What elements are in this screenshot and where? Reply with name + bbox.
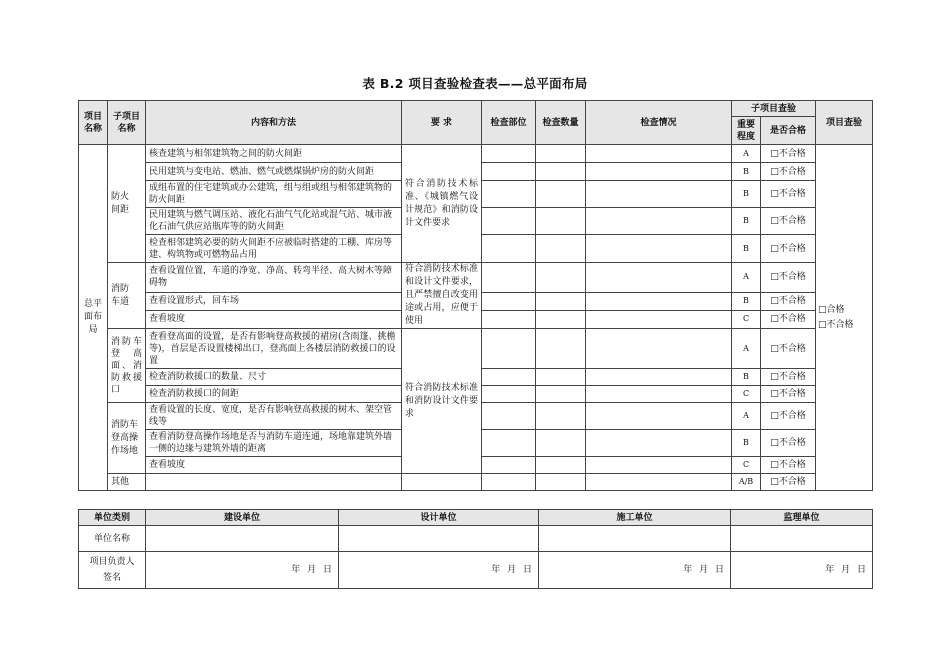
- quantity-input[interactable]: [536, 369, 586, 386]
- location-input[interactable]: [482, 457, 536, 474]
- situation-input[interactable]: [586, 163, 732, 181]
- situation-input[interactable]: [586, 386, 732, 403]
- importance-cell: B: [732, 181, 761, 208]
- quantity-input[interactable]: [536, 145, 586, 163]
- content-cell: 检查消防救援口的数量、尺寸: [146, 369, 402, 386]
- header-content: 内容和方法: [146, 101, 402, 145]
- quantity-input[interactable]: [536, 386, 586, 403]
- project-pass-checkbox[interactable]: □合格: [818, 305, 845, 315]
- signature-date-field[interactable]: 年 月 日: [731, 552, 873, 589]
- situation-input[interactable]: [586, 329, 732, 369]
- unit-header-construction: 建设单位: [146, 510, 339, 526]
- location-input[interactable]: [482, 235, 536, 263]
- signature-date-field[interactable]: 年 月 日: [339, 552, 539, 589]
- location-input[interactable]: [482, 329, 536, 369]
- header-item-name: 项目名称: [79, 101, 108, 145]
- sub-item-label: 防火间距: [108, 145, 146, 263]
- importance-cell: A: [732, 329, 761, 369]
- location-input[interactable]: [482, 292, 536, 310]
- importance-cell: B: [732, 208, 761, 235]
- location-input[interactable]: [482, 181, 536, 208]
- fail-checkbox[interactable]: □不合格: [761, 474, 816, 491]
- header-situation: 检查情况: [586, 101, 732, 145]
- unit-header-design: 设计单位: [339, 510, 539, 526]
- fail-checkbox[interactable]: □不合格: [761, 310, 816, 328]
- content-cell: 民用建筑与燃气调压站、液化石油气气化站或混气站、城市液化石油气供应站瓶库等的防火间距: [146, 208, 402, 235]
- content-cell: [146, 474, 402, 491]
- content-cell: 检查消防救援口的间距: [146, 386, 402, 403]
- importance-cell: A: [732, 145, 761, 163]
- situation-input[interactable]: [586, 474, 732, 491]
- situation-input[interactable]: [586, 181, 732, 208]
- situation-input[interactable]: [586, 263, 732, 293]
- fail-checkbox[interactable]: □不合格: [761, 430, 816, 457]
- location-input[interactable]: [482, 208, 536, 235]
- header-requirement: 要 求: [402, 101, 482, 145]
- quantity-input[interactable]: [536, 474, 586, 491]
- header-pass-fail: 是否合格: [761, 117, 816, 145]
- unit-name-label: 单位名称: [79, 526, 146, 552]
- fail-checkbox[interactable]: □不合格: [761, 235, 816, 263]
- header-sub-name: 子项目名称: [108, 101, 146, 145]
- importance-cell: B: [732, 292, 761, 310]
- unit-name-input[interactable]: [539, 526, 731, 552]
- situation-input[interactable]: [586, 292, 732, 310]
- importance-cell: B: [732, 430, 761, 457]
- quantity-input[interactable]: [536, 430, 586, 457]
- situation-input[interactable]: [586, 208, 732, 235]
- header-sub-check: 子项目查验: [732, 101, 816, 117]
- importance-cell: A: [732, 403, 761, 430]
- header-importance: 重要程度: [732, 117, 761, 145]
- situation-input[interactable]: [586, 235, 732, 263]
- sub-item-label: 其他: [108, 474, 146, 491]
- requirement-cell: 符合消防技术标准和消防设计文件要求: [402, 329, 482, 474]
- quantity-input[interactable]: [536, 181, 586, 208]
- situation-input[interactable]: [586, 369, 732, 386]
- content-cell: 查看设置的长度、宽度，是否有影响登高救援的树木、架空管线等: [146, 403, 402, 430]
- quantity-input[interactable]: [536, 208, 586, 235]
- content-cell: 查看坡度: [146, 457, 402, 474]
- quantity-input[interactable]: [536, 163, 586, 181]
- location-input[interactable]: [482, 369, 536, 386]
- content-cell: 查看登高面的设置，是否有影响登高救援的裙房(含雨篷、挑檐等)，首层是否设置楼梯出口，登高面上各楼层消防救援口的设置: [146, 329, 402, 369]
- leader-signature-label: 项目负责人 签名: [79, 552, 146, 589]
- header-quantity: 检查数量: [536, 101, 586, 145]
- fail-checkbox[interactable]: □不合格: [761, 292, 816, 310]
- signature-date-field[interactable]: 年 月 日: [146, 552, 339, 589]
- fail-checkbox[interactable]: □不合格: [761, 386, 816, 403]
- situation-input[interactable]: [586, 310, 732, 328]
- requirement-cell: 符合消防技术标准、《城镇燃气设计规范》和消防设计文件要求: [402, 145, 482, 263]
- situation-input[interactable]: [586, 457, 732, 474]
- unit-name-input[interactable]: [731, 526, 873, 552]
- requirement-cell: 符合消防技术标准和设计文件要求，且严禁擅自改变用途或占用，应便于使用: [402, 263, 482, 329]
- sub-item-label: 消防车道: [108, 263, 146, 329]
- location-input[interactable]: [482, 474, 536, 491]
- content-cell: 成组布置的住宅建筑或办公建筑，组与组或组与相邻建筑物的防火间距: [146, 181, 402, 208]
- importance-cell: A: [732, 263, 761, 293]
- unit-header-supervision: 监理单位: [731, 510, 873, 526]
- importance-cell: C: [732, 457, 761, 474]
- requirement-cell: [402, 474, 482, 491]
- quantity-input[interactable]: [536, 403, 586, 430]
- header-project-check: 项目查验: [816, 101, 873, 145]
- situation-input[interactable]: [586, 145, 732, 163]
- fail-checkbox[interactable]: □不合格: [761, 329, 816, 369]
- sub-item-label: 消防车登高面、消防救援口: [108, 329, 146, 403]
- item-label: 总平面布局: [79, 145, 108, 491]
- unit-type-header: 单位类别: [79, 510, 146, 526]
- fail-checkbox[interactable]: □不合格: [761, 263, 816, 293]
- importance-cell: A/B: [732, 474, 761, 491]
- content-cell: 检查相邻建筑必要的防火间距不应被临时搭建的工棚、库房等建、构筑物或可燃物品占用: [146, 235, 402, 263]
- signature-date-field[interactable]: 年 月 日: [539, 552, 731, 589]
- location-input[interactable]: [482, 403, 536, 430]
- project-check-cell: [816, 145, 873, 491]
- fail-checkbox[interactable]: □不合格: [761, 163, 816, 181]
- quantity-input[interactable]: [536, 457, 586, 474]
- location-input[interactable]: [482, 163, 536, 181]
- situation-input[interactable]: [586, 403, 732, 430]
- location-input[interactable]: [482, 310, 536, 328]
- importance-cell: B: [732, 235, 761, 263]
- location-input[interactable]: [482, 263, 536, 293]
- checklist-table: [78, 100, 873, 491]
- unit-header-contractor: 施工单位: [539, 510, 731, 526]
- quantity-input[interactable]: [536, 235, 586, 263]
- content-cell: 查看设置位置，车道的净宽、净高、转弯半径、高大树木等障碍物: [146, 263, 402, 293]
- content-cell: 查看消防登高操作场地是否与消防车道连通，场地靠建筑外墙一侧的边缘与建筑外墙的距离: [146, 430, 402, 457]
- fail-checkbox[interactable]: □不合格: [761, 403, 816, 430]
- quantity-input[interactable]: [536, 292, 586, 310]
- fail-checkbox[interactable]: □不合格: [761, 181, 816, 208]
- content-cell: 查看设置形式，回车场: [146, 292, 402, 310]
- header-location: 检查部位: [482, 101, 536, 145]
- importance-cell: C: [732, 386, 761, 403]
- quantity-input[interactable]: [536, 310, 586, 328]
- importance-cell: C: [732, 310, 761, 328]
- fail-checkbox[interactable]: □不合格: [761, 369, 816, 386]
- fail-checkbox[interactable]: □不合格: [761, 145, 816, 163]
- content-cell: 查看坡度: [146, 310, 402, 328]
- importance-cell: B: [732, 163, 761, 181]
- project-fail-checkbox[interactable]: □不合格: [818, 320, 854, 330]
- location-input[interactable]: [482, 386, 536, 403]
- importance-cell: B: [732, 369, 761, 386]
- fail-checkbox[interactable]: □不合格: [761, 208, 816, 235]
- situation-input[interactable]: [586, 430, 732, 457]
- sub-item-label: 消防车登高操作场地: [108, 403, 146, 474]
- content-cell: 民用建筑与变电站、燃油、燃气或燃煤锅炉房的防火间距: [146, 163, 402, 181]
- location-input[interactable]: [482, 430, 536, 457]
- signature-table: [78, 509, 873, 589]
- quantity-input[interactable]: [536, 329, 586, 369]
- unit-name-input[interactable]: [339, 526, 539, 552]
- fail-checkbox[interactable]: □不合格: [761, 457, 816, 474]
- unit-name-input[interactable]: [146, 526, 339, 552]
- page-title: 表 B.2 项目查验检查表——总平面布局: [362, 76, 588, 91]
- content-cell: 核查建筑与相邻建筑物之间的防火间距: [146, 145, 402, 163]
- quantity-input[interactable]: [536, 263, 586, 293]
- location-input[interactable]: [482, 145, 536, 163]
